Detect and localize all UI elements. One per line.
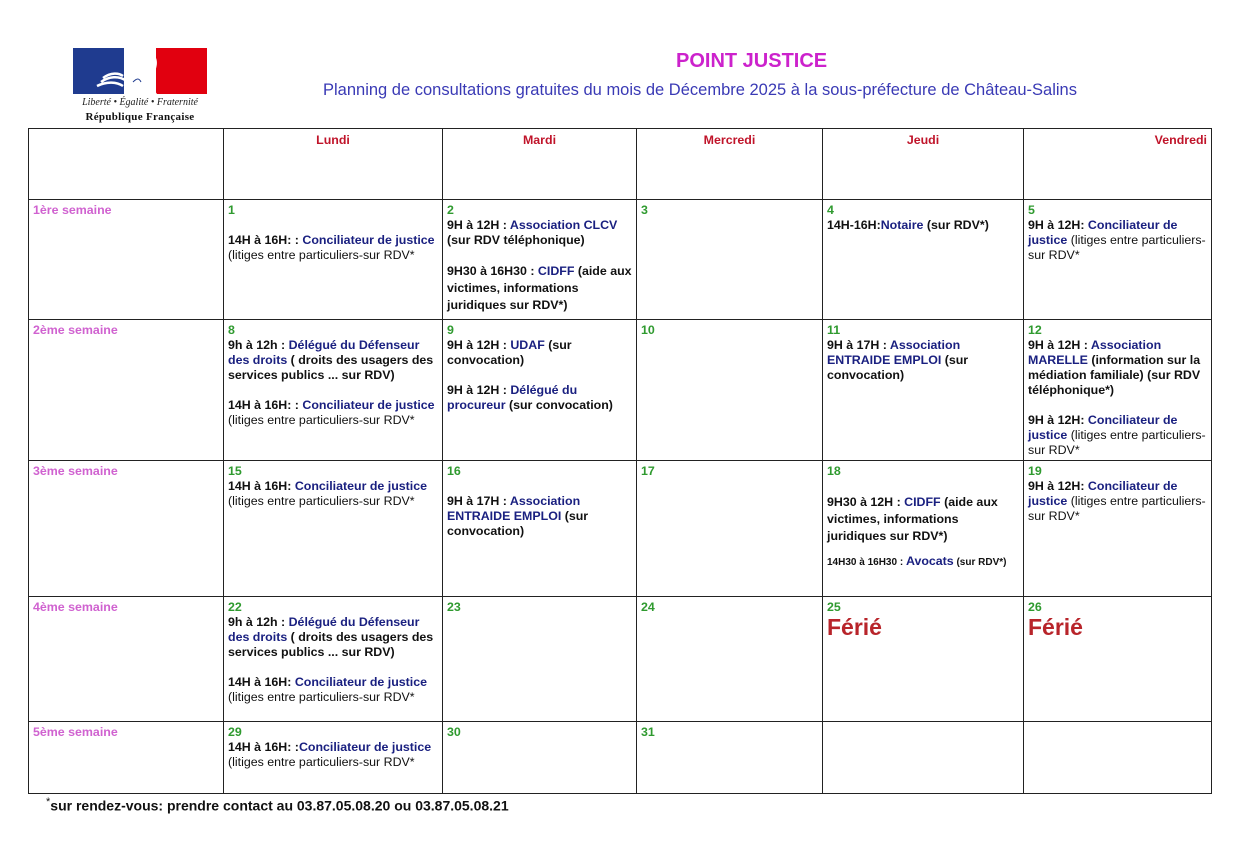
day-number: 25 xyxy=(827,600,841,614)
consultation-time: 14H-16H: xyxy=(827,218,881,232)
day-cell-monday xyxy=(224,722,443,794)
consultation-service: Conciliateur de justice xyxy=(294,675,428,689)
week-row xyxy=(29,722,1212,794)
day-cell-friday xyxy=(1024,461,1212,597)
day-number: 12 xyxy=(1028,323,1042,337)
day-cell-wednesday xyxy=(637,597,823,722)
consultation-entry xyxy=(1028,413,1207,458)
day-number: 19 xyxy=(1028,464,1042,478)
consultation-entry xyxy=(1028,338,1207,398)
consultation-time: 9H30 à 16H30 : xyxy=(447,264,538,278)
consultation-service: Association MARELLE xyxy=(1028,338,1162,367)
consultation-time: 9H à 12H : xyxy=(447,218,510,232)
week-row xyxy=(29,200,1212,320)
republique-francaise-logo xyxy=(73,48,207,123)
week-row xyxy=(29,597,1212,722)
consultation-entry xyxy=(827,338,1019,383)
day-cell-tuesday xyxy=(443,597,637,722)
consultation-note: (information sur la médiation familiale) (sur RDV téléphonique*) xyxy=(1028,353,1201,397)
consultation-time: 9H à 12H: xyxy=(1028,413,1088,427)
consultation-time: 9H à 12H: xyxy=(1028,218,1088,232)
consultation-entry xyxy=(228,233,438,263)
consultation-time: 9H à 12H : xyxy=(1028,338,1091,352)
consultation-note: (aide aux victimes, informations juridiques sur RDV*) xyxy=(827,495,998,543)
consultation-service: Association ENTRAIDE EMPLOI xyxy=(447,494,581,523)
consultation-time: 14H à 16H: xyxy=(228,479,295,493)
day-number: 10 xyxy=(641,323,655,337)
page-subtitle: Planning de consultations gratuites du mois de Décembre 2025 à la sous-préfecture de Château-Salins xyxy=(323,81,1077,99)
consultation-note: (sur convocation) xyxy=(447,509,589,538)
consultation-time: 14H à 16H: xyxy=(228,675,295,689)
consultation-entry xyxy=(228,479,438,509)
consultation-note: (litiges entre particuliers-sur RDV* xyxy=(228,755,415,769)
consultation-service: Notaire xyxy=(880,218,924,232)
consultation-note: (litiges entre particuliers-sur RDV* xyxy=(1028,428,1206,457)
consultation-service: Délégué du Défenseur des droits xyxy=(228,338,420,367)
consultation-entry xyxy=(1028,479,1207,524)
day-number: 1 xyxy=(228,203,235,217)
consultation-service: CIDFF xyxy=(904,495,941,509)
day-number: 30 xyxy=(447,725,461,739)
consultation-time: 9H30 à 12H : xyxy=(827,495,905,509)
week-label: 5ème semaine xyxy=(29,722,224,794)
footnote-text: sur rendez-vous: prendre contact au 03.87.05.08.20 ou 03.87.05.08.21 xyxy=(50,797,509,814)
consultation-time: 9h à 12h : xyxy=(228,615,289,629)
week-label: 4ème semaine xyxy=(29,597,224,722)
day-number: 5 xyxy=(1028,203,1035,217)
header-wednesday: Mercredi xyxy=(637,129,823,200)
day-cell-monday xyxy=(224,200,443,320)
day-cell-wednesday xyxy=(637,461,823,597)
consultation-entry xyxy=(827,555,1019,569)
day-number: 26 xyxy=(1028,600,1042,614)
consultation-entry xyxy=(228,338,438,383)
consultation-note: (litiges entre particuliers-sur RDV* xyxy=(228,413,415,427)
holiday-label: Férié xyxy=(827,614,882,640)
consultation-time: 9h à 12h : xyxy=(228,338,289,352)
day-cell-wednesday xyxy=(637,722,823,794)
consultation-service: Conciliateur de justice xyxy=(294,479,428,493)
week-row xyxy=(29,320,1212,461)
day-cell-wednesday xyxy=(637,320,823,461)
day-number: 24 xyxy=(641,600,655,614)
day-number: 8 xyxy=(228,323,235,337)
consultation-entry xyxy=(827,218,1019,233)
header-monday: Lundi xyxy=(224,129,443,200)
consultation-entry xyxy=(228,675,438,705)
consultation-note: ( droits des usagers des services publics ... sur RDV) xyxy=(228,353,434,382)
consultation-time: 9H à 12H : xyxy=(447,338,511,352)
consultation-service: Avocats xyxy=(905,554,954,568)
day-cell-thursday xyxy=(823,722,1024,794)
consultation-note: (sur RDV*) xyxy=(953,557,1007,568)
header-friday: Vendredi xyxy=(1024,129,1212,200)
week-label: 3ème semaine xyxy=(29,461,224,597)
day-number: 22 xyxy=(228,600,242,614)
consultation-service: Conciliateur de justice xyxy=(302,398,435,412)
consultation-service: Délégué du Défenseur des droits xyxy=(228,615,420,644)
day-cell-thursday xyxy=(823,320,1024,461)
calendar-table xyxy=(28,128,1212,794)
consultation-note: (litiges entre particuliers-sur RDV* xyxy=(1028,233,1206,262)
day-number: 3 xyxy=(641,203,648,217)
consultation-entry xyxy=(447,218,632,248)
day-cell-friday xyxy=(1024,200,1212,320)
day-cell-monday xyxy=(224,320,443,461)
week-label: 1ère semaine xyxy=(29,200,224,320)
footnote xyxy=(46,796,509,814)
day-number: 15 xyxy=(228,464,242,478)
day-number: 9 xyxy=(447,323,454,337)
corner-cell xyxy=(29,129,224,200)
consultation-service: UDAF xyxy=(510,338,545,352)
consultation-time: 14H à 16H: : xyxy=(228,398,303,412)
day-number: 11 xyxy=(827,323,841,337)
consultation-time: 9H à 17H : xyxy=(447,494,510,508)
day-number: 2 xyxy=(447,203,454,217)
consultation-note: (litiges entre particuliers-sur RDV* xyxy=(228,690,415,704)
week-label: 2ème semaine xyxy=(29,320,224,461)
consultation-note: (aide aux victimes, informations juridiques sur RDV*) xyxy=(447,264,632,312)
consultation-service: Conciliateur de justice xyxy=(1028,479,1178,508)
consultation-service: Association ENTRAIDE EMPLOI xyxy=(827,338,961,367)
calendar-header-row xyxy=(29,129,1212,200)
consultation-entry xyxy=(827,494,1019,545)
day-number: 31 xyxy=(641,725,655,739)
consultation-service: Conciliateur de justice xyxy=(298,740,432,754)
consultation-note: (sur convocation) xyxy=(447,338,572,367)
header-thursday: Jeudi xyxy=(823,129,1024,200)
republique-francaise-text: République Française xyxy=(85,111,195,123)
consultation-time: 9H à 17H : xyxy=(827,338,890,352)
day-number: 23 xyxy=(447,600,461,614)
page-title: POINT JUSTICE xyxy=(676,50,828,72)
header-tuesday: Mardi xyxy=(443,129,637,200)
day-cell-tuesday xyxy=(443,320,637,461)
day-cell-monday xyxy=(224,597,443,722)
consultation-entry xyxy=(228,740,438,770)
consultation-entry xyxy=(447,494,632,539)
day-cell-tuesday xyxy=(443,461,637,597)
consultation-entry xyxy=(228,398,438,428)
consultation-service: Conciliateur de justice xyxy=(1028,413,1178,442)
consultation-time: 14H à 16H: : xyxy=(228,740,299,754)
consultation-entry xyxy=(447,338,632,368)
motto: Liberté • Égalité • Fraternité xyxy=(82,97,198,108)
day-cell-friday xyxy=(1024,722,1212,794)
day-cell-monday xyxy=(224,461,443,597)
consultation-time: 14H30 à 16H30 : xyxy=(827,557,906,568)
consultation-service: Conciliateur de justice xyxy=(1028,218,1178,247)
consultation-note: (sur convocation) xyxy=(505,398,613,412)
consultation-entry xyxy=(447,263,632,314)
consultation-service: Délégué du procureur xyxy=(447,383,578,412)
day-cell-tuesday xyxy=(443,200,637,320)
day-cell-thursday xyxy=(823,461,1024,597)
week-row xyxy=(29,461,1212,597)
holiday-label: Férié xyxy=(1028,614,1083,640)
day-cell-thursday xyxy=(823,597,1024,722)
day-cell-friday xyxy=(1024,320,1212,461)
consultation-service: Conciliateur de justice xyxy=(302,233,435,247)
consultation-entry xyxy=(228,615,438,660)
consultation-service: Association CLCV xyxy=(509,218,618,232)
day-cell-wednesday xyxy=(637,200,823,320)
day-number: 16 xyxy=(447,464,461,478)
consultation-note: (sur RDV*) xyxy=(923,218,989,232)
day-cell-friday xyxy=(1024,597,1212,722)
consultation-note: (litiges entre particuliers-sur RDV* xyxy=(228,248,415,262)
consultation-note: (litiges entre particuliers-sur RDV* xyxy=(1028,494,1206,523)
consultation-note: (sur convocation) xyxy=(827,353,969,382)
day-cell-tuesday xyxy=(443,722,637,794)
consultation-service: CIDFF xyxy=(537,264,575,278)
day-number: 29 xyxy=(228,725,242,739)
day-number: 17 xyxy=(641,464,655,478)
consultation-time: 14H à 16H: : xyxy=(228,233,303,247)
day-number: 4 xyxy=(827,203,834,217)
consultation-note: ( droits des usagers des services publics ... sur RDV) xyxy=(228,630,434,659)
consultation-time: 9H à 12H: xyxy=(1028,479,1088,493)
consultation-time: 9H à 12H : xyxy=(447,383,511,397)
footnote-star: * xyxy=(46,796,51,808)
consultation-note: (litiges entre particuliers-sur RDV* xyxy=(228,494,415,508)
day-cell-thursday xyxy=(823,200,1024,320)
consultation-entry xyxy=(447,383,632,413)
day-number: 18 xyxy=(827,464,841,478)
consultation-note: (sur RDV téléphonique) xyxy=(447,233,585,247)
marianne-flag-icon xyxy=(73,48,207,94)
consultation-entry xyxy=(1028,218,1207,263)
